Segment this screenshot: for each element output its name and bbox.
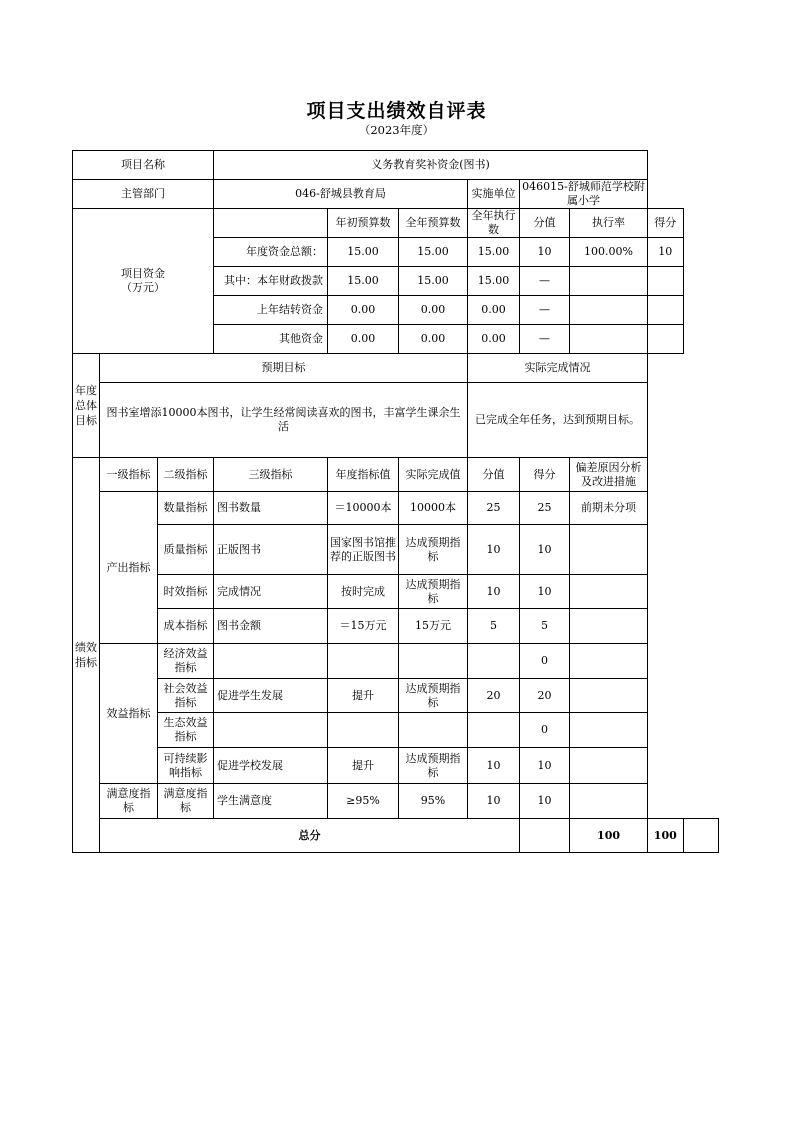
funds-rate bbox=[570, 325, 648, 354]
indicator-level3: 图书数量 bbox=[214, 492, 328, 525]
indicator-score-value: 20 bbox=[468, 679, 520, 713]
project-name-value: 义务教育奖补资金(图书) bbox=[214, 151, 648, 180]
page-subtitle: （2023年度） bbox=[358, 123, 435, 137]
unit-label: 实施单位 bbox=[468, 180, 520, 209]
indicators-header: 实际完成值 bbox=[399, 458, 468, 492]
indicator-level2: 经济效益指标 bbox=[158, 644, 214, 679]
dept-value: 046-舒城县教育局 bbox=[214, 180, 468, 209]
indicator-level3: 正版图书 bbox=[214, 525, 328, 575]
funds-header: 执行率 bbox=[570, 209, 648, 238]
funds-annual: 0.00 bbox=[399, 325, 468, 354]
indicator-target: 提升 bbox=[328, 679, 399, 713]
indicator-actual: 达成预期指标 bbox=[399, 748, 468, 784]
indicator-level2: 社会效益指标 bbox=[158, 679, 214, 713]
indicator-score: 10 bbox=[520, 748, 570, 784]
funds-executed: 15.00 bbox=[468, 267, 520, 296]
indicator-actual bbox=[399, 713, 468, 748]
indicator-score-value bbox=[468, 644, 520, 679]
indicator-level3: 促进学校发展 bbox=[214, 748, 328, 784]
project-name-row bbox=[73, 151, 719, 180]
funds-label-line2: （万元） bbox=[121, 281, 165, 294]
indicator-score-value: 10 bbox=[468, 748, 520, 784]
indicator-score-value: 5 bbox=[468, 609, 520, 644]
goals-content-row bbox=[73, 383, 719, 458]
indicator-deviation bbox=[570, 784, 648, 819]
goals-expected-text: 图书室增添10000本图书，让学生经常阅读喜欢的图书，丰富学生课余生活 bbox=[100, 383, 468, 458]
funds-header-row bbox=[73, 209, 719, 238]
indicator-target bbox=[328, 644, 399, 679]
indicator-level3: 完成情况 bbox=[214, 575, 328, 609]
indicator-actual: 达成预期指标 bbox=[399, 525, 468, 575]
indicator-deviation bbox=[570, 575, 648, 609]
indicators-header: 三级指标 bbox=[214, 458, 328, 492]
indicator-level2: 生态效益指标 bbox=[158, 713, 214, 748]
goals-expected-header: 预期目标 bbox=[100, 354, 468, 383]
indicator-level2: 成本指标 bbox=[158, 609, 214, 644]
funds-executed: 0.00 bbox=[468, 296, 520, 325]
indicator-deviation bbox=[570, 679, 648, 713]
total-blank bbox=[520, 819, 570, 853]
funds-label bbox=[73, 209, 214, 354]
project-name-label: 项目名称 bbox=[73, 151, 214, 180]
goals-actual-header: 实际完成情况 bbox=[468, 354, 648, 383]
indicator-score: 20 bbox=[520, 679, 570, 713]
indicator-score-value bbox=[468, 713, 520, 748]
funds-annual: 0.00 bbox=[399, 296, 468, 325]
indicator-score: 10 bbox=[520, 784, 570, 819]
indicator-level3: 学生满意度 bbox=[214, 784, 328, 819]
indicator-level2: 满意度指标 bbox=[158, 784, 214, 819]
indicators-header-row bbox=[73, 458, 719, 492]
funds-executed: 0.00 bbox=[468, 325, 520, 354]
indicator-target: 提升 bbox=[328, 748, 399, 784]
goals-header-row bbox=[73, 354, 719, 383]
indicator-level2: 时效指标 bbox=[158, 575, 214, 609]
indicator-row bbox=[73, 575, 719, 609]
indicators-header: 一级指标 bbox=[100, 458, 158, 492]
unit-value: 046015-舒城师范学校附属小学 bbox=[520, 180, 648, 209]
funds-row-label: 年度资金总额： bbox=[214, 238, 328, 267]
indicator-target: ＝10000本 bbox=[328, 492, 399, 525]
funds-header: 全年执行数 bbox=[468, 209, 520, 238]
indicators-header: 分值 bbox=[468, 458, 520, 492]
indicator-level3: 促进学生发展 bbox=[214, 679, 328, 713]
funds-header: 分值 bbox=[520, 209, 570, 238]
funds-row-label: 上年结转资金 bbox=[214, 296, 328, 325]
indicator-score: 0 bbox=[520, 644, 570, 679]
funds-score bbox=[648, 296, 683, 325]
indicator-target bbox=[328, 713, 399, 748]
satisfaction-indicators-label: 满意度指标 bbox=[100, 784, 158, 819]
indicator-score-value: 25 bbox=[468, 492, 520, 525]
indicator-level2: 可持续影响指标 bbox=[158, 748, 214, 784]
indicator-deviation bbox=[570, 644, 648, 679]
indicator-actual bbox=[399, 644, 468, 679]
indicators-header: 偏差原因分析及改进措施 bbox=[570, 458, 648, 492]
indicator-level3 bbox=[214, 644, 328, 679]
indicator-score: 10 bbox=[520, 525, 570, 575]
funds-initial: 0.00 bbox=[328, 325, 399, 354]
indicator-deviation bbox=[570, 713, 648, 748]
funds-initial: 0.00 bbox=[328, 296, 399, 325]
total-row bbox=[73, 819, 719, 853]
funds-score-value: — bbox=[520, 296, 570, 325]
indicator-actual: 95% bbox=[399, 784, 468, 819]
total-score: 100 bbox=[648, 819, 683, 853]
indicators-header: 年度指标值 bbox=[328, 458, 399, 492]
indicator-score: 5 bbox=[520, 609, 570, 644]
evaluation-table bbox=[72, 150, 719, 853]
indicator-actual: 10000本 bbox=[399, 492, 468, 525]
indicator-score-value: 10 bbox=[468, 575, 520, 609]
funds-score: 10 bbox=[648, 238, 683, 267]
indicator-row bbox=[73, 679, 719, 713]
funds-row-label: 其中：本年财政拨款 bbox=[214, 267, 328, 296]
funds-rate: 100.00% bbox=[570, 238, 648, 267]
indicators-header: 二级指标 bbox=[158, 458, 214, 492]
indicators-header: 得分 bbox=[520, 458, 570, 492]
benefit-indicators-label: 效益指标 bbox=[100, 644, 158, 784]
indicator-row bbox=[73, 609, 719, 644]
indicator-target: ＝15万元 bbox=[328, 609, 399, 644]
dept-label: 主管部门 bbox=[73, 180, 214, 209]
funds-initial: 15.00 bbox=[328, 267, 399, 296]
indicator-row bbox=[73, 784, 719, 819]
indicator-deviation: 前期未分项 bbox=[570, 492, 648, 525]
indicator-level2: 质量指标 bbox=[158, 525, 214, 575]
funds-rate bbox=[570, 296, 648, 325]
funds-annual: 15.00 bbox=[399, 238, 468, 267]
indicator-row bbox=[73, 525, 719, 575]
indicator-score: 0 bbox=[520, 713, 570, 748]
funds-score-value: 10 bbox=[520, 238, 570, 267]
indicator-target: ≥95% bbox=[328, 784, 399, 819]
page-title: 项目支出绩效自评表 bbox=[306, 100, 487, 122]
indicator-row bbox=[73, 492, 719, 525]
total-deviation-blank bbox=[683, 819, 718, 853]
funds-score bbox=[648, 267, 683, 296]
indicator-level2: 数量指标 bbox=[158, 492, 214, 525]
indicator-deviation bbox=[570, 525, 648, 575]
funds-initial: 15.00 bbox=[328, 238, 399, 267]
indicator-level3 bbox=[214, 713, 328, 748]
indicator-actual: 15万元 bbox=[399, 609, 468, 644]
funds-header: 得分 bbox=[648, 209, 683, 238]
goals-actual-text: 已完成全年任务，达到预期目标。 bbox=[468, 383, 648, 458]
total-label: 总分 bbox=[100, 819, 520, 853]
indicator-score-value: 10 bbox=[468, 525, 520, 575]
goals-side-label: 年度总体目标 bbox=[73, 354, 100, 458]
total-score-value: 100 bbox=[570, 819, 648, 853]
indicator-row bbox=[73, 644, 719, 679]
funds-header: 全年预算数 bbox=[399, 209, 468, 238]
output-indicators-label: 产出指标 bbox=[100, 492, 158, 644]
indicator-target: 按时完成 bbox=[328, 575, 399, 609]
indicator-actual: 达成预期指标 bbox=[399, 679, 468, 713]
funds-row-label: 其他资金 bbox=[214, 325, 328, 354]
indicator-score-value: 10 bbox=[468, 784, 520, 819]
funds-label-line1: 项目资金 bbox=[121, 267, 165, 280]
indicators-side-label: 绩效指标 bbox=[73, 458, 100, 853]
indicator-level3: 图书金额 bbox=[214, 609, 328, 644]
indicator-deviation bbox=[570, 609, 648, 644]
funds-header: 年初预算数 bbox=[328, 209, 399, 238]
dept-row bbox=[73, 180, 719, 209]
funds-executed: 15.00 bbox=[468, 238, 520, 267]
indicator-row bbox=[73, 748, 719, 784]
indicator-deviation bbox=[570, 748, 648, 784]
funds-header-blank bbox=[214, 209, 328, 238]
funds-annual: 15.00 bbox=[399, 267, 468, 296]
indicator-score: 25 bbox=[520, 492, 570, 525]
funds-score bbox=[648, 325, 683, 354]
funds-rate bbox=[570, 267, 648, 296]
indicator-score: 10 bbox=[520, 575, 570, 609]
funds-score-value: — bbox=[520, 325, 570, 354]
indicator-target: 国家图书馆推荐的正版图书 bbox=[328, 525, 399, 575]
funds-score-value: — bbox=[520, 267, 570, 296]
indicator-row bbox=[73, 713, 719, 748]
indicator-actual: 达成预期指标 bbox=[399, 575, 468, 609]
